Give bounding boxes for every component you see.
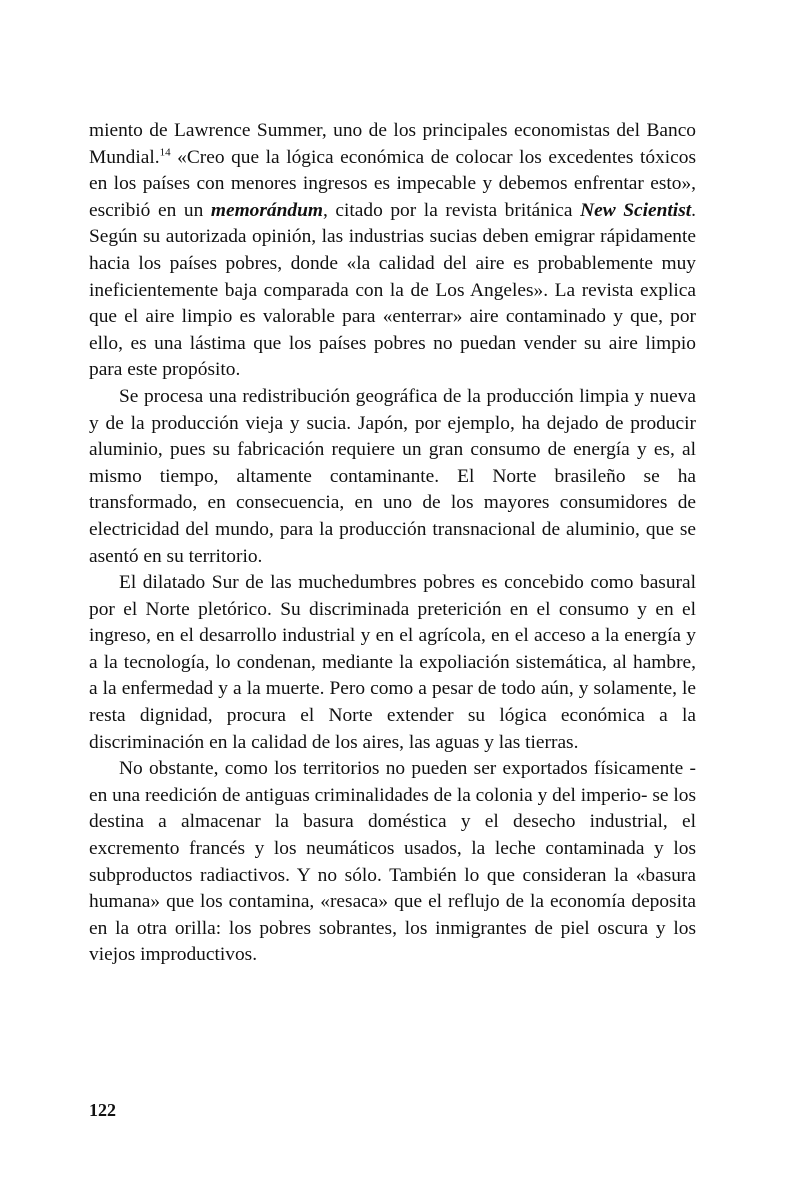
footnote-marker: 14 <box>159 146 171 159</box>
paragraph-1-text-b: «Creo que la lógica económica de colocar los excedentes tóxicos en los países con menores ingresos es impecable y debemos enfrentar esto», escribió en un <box>89 146 696 221</box>
page-number: 122 <box>89 1100 116 1120</box>
paragraph-1-text-c: , citado por la revista británica <box>322 199 581 221</box>
emphasis-memorandum: memorándum <box>210 199 323 221</box>
body-text <box>89 118 696 969</box>
paragraph-4: No obstante, como los territorios no pueden ser exportados físicamente -en una reedición de antiguas criminalidades de la colonia y del imperio- se los destina a almacenar la basura doméstica y el desecho industrial, el excremento francés y los neumáticos usados, la leche contaminada y los subproductos radiactivos. Y no sólo. También lo que consideran la «basura humana» que los contamina, «resaca» que el reflujo de la economía deposita en la otra orilla: los pobres sobrantes, los inmigrantes de piel oscura y los viejos improductivos. <box>89 758 696 966</box>
paragraph-3: El dilatado Sur de las muchedumbres pobres es concebido como basural por el Norte pletórico. Su discriminada preterición en el consumo y en el ingreso, en el desarrollo industrial y en el agrícola, en el acceso a la energía y a la tecnología, lo condenan, mediante la expoliación sistemática, al hambre, a la enfermedad y a la muerte. Pero como a pesar de todo aún, y solamente, le resta dignidad, procura el Norte extender su lógica económica a la discriminación en la calidad de los aires, las aguas y las tierras. <box>89 572 696 753</box>
paragraph-1 <box>89 118 696 384</box>
journal-title: New Scientist <box>580 199 692 221</box>
paragraph-1-text-a: miento de Lawrence Summer, uno de los principales economistas del Banco Mundial. <box>89 120 696 168</box>
paragraph-1-text-d: . Según su autorizada opinión, las industrias sucias deben emigrar rápidamente hacia los países pobres, donde «la calidad del aire es probablemente muy ineficientemente baja comparada con la de Los Angeles». La revista explica que el aire limpio es valorable para «enterrar» aire contaminado y que, por ello, es una lástima que los países pobres no puedan vender su aire limpio para este propósito. <box>89 199 696 381</box>
paragraph-2: Se procesa una redistribución geográfica de la producción limpia y nueva y de la producción vieja y sucia. Japón, por ejemplo, ha dejado de producir aluminio, pues su fabricación requiere un gran consumo de energía y es, al mismo tiempo, altamente contaminante. El Norte brasileño se ha transformado, en consecuencia, en uno de los mayores consumidores de electricidad del mundo, para la producción transnacional de aluminio, que se asentó en su territorio. <box>89 385 696 567</box>
